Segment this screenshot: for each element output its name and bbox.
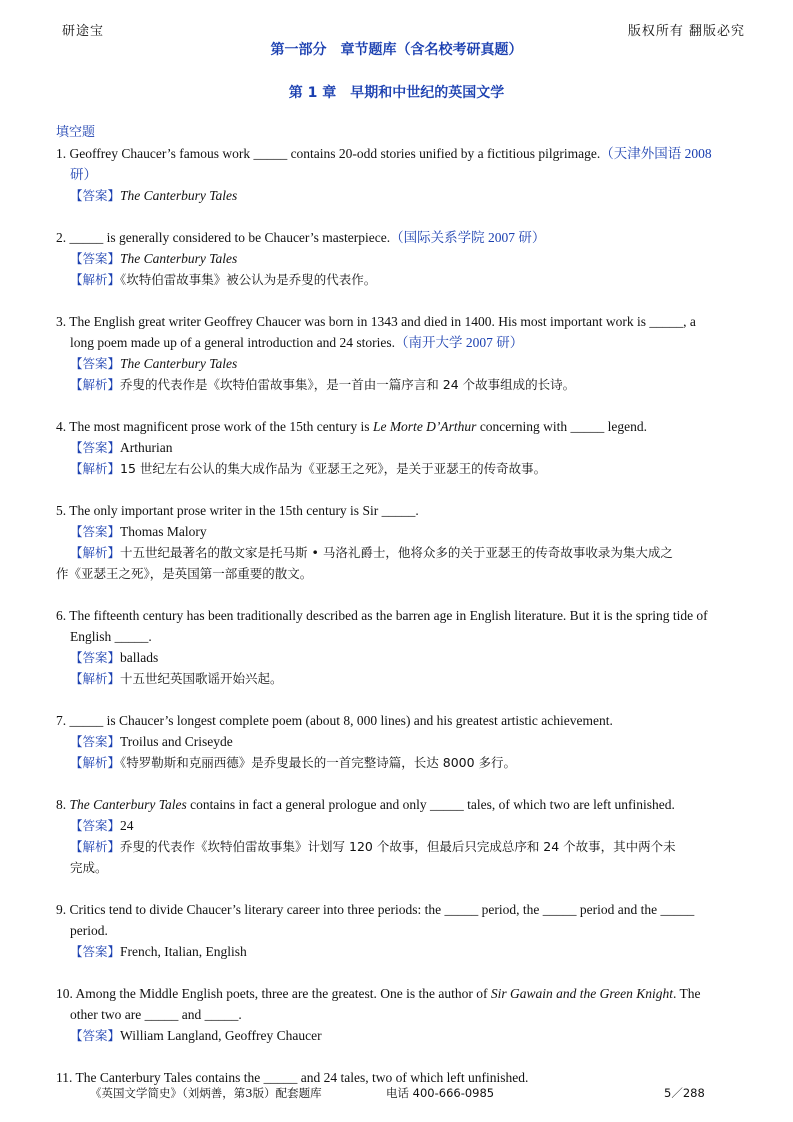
question-text: 3. The English great writer Geoffrey Chaucer was born in 1343 and died in 1400. His most important work is _____, a — [56, 314, 696, 329]
answer-label: 【答案】 — [70, 944, 121, 959]
footer-page-number: 5／288 — [664, 1086, 705, 1100]
answer-text: ballads — [120, 650, 159, 665]
analysis-label: 【解析】 — [70, 671, 121, 686]
analysis-text: 作《亚瑟王之死》，是英国第一部重要的散文。 — [56, 566, 313, 581]
question-source: 研） — [70, 167, 97, 182]
question-5 — [56, 500, 740, 584]
footer-phone: 电话 400-666-0985 — [386, 1086, 495, 1100]
question-text: period. — [70, 923, 108, 938]
analysis-label: 【解析】 — [70, 272, 121, 287]
question-source: （国际关系学院 2007 研） — [390, 230, 546, 245]
question-text: 1. Geoffrey Chaucer’s famous work _____ contains 20-odd stories unified by a fictitious pilgrimage. — [56, 146, 601, 161]
answer-text: Thomas Malory — [120, 524, 207, 539]
analysis-text: 《坎特伯雷故事集》被公认为是乔叟的代表作。 — [120, 272, 377, 287]
question-text: 8. — [56, 797, 70, 812]
analysis-text: 乔叟的代表作《坎特伯雷故事集》计划写 120 个故事，但最后只完成总序和 24 个故事，其中两个未 — [120, 839, 676, 854]
question-text: 6. The fifteenth century has been traditionally described as the barren age in English literature. But it is the spring tide of — [56, 608, 708, 623]
analysis-label: 【解析】 — [70, 461, 121, 476]
question-text: 2. _____ is generally considered to be Chaucer’s masterpiece. — [56, 230, 391, 245]
question-text: contains in fact a general prologue and only _____ tales, of which two are left unfinished. — [186, 797, 675, 812]
question-text: 9. Critics tend to divide Chaucer’s literary career into three periods: the _____ period, the _____ period and the _____ — [56, 902, 695, 917]
answer-text: 24 — [120, 818, 134, 833]
header-copyright: 版权所有 翻版必究 — [627, 24, 745, 39]
question-4 — [56, 416, 740, 479]
analysis-text: 乔叟的代表作是《坎特伯雷故事集》，是一首由一篇序言和 24 个故事组成的长诗。 — [120, 377, 576, 392]
question-text: . The — [673, 986, 701, 1001]
question-text: 4. The most magnificent prose work of the 15th century is — [56, 419, 373, 434]
question-text: 7. _____ is Chaucer’s longest complete poem (about 8, 000 lines) and his greatest artistic achievement. — [56, 713, 613, 728]
section-label: 填空题 — [56, 125, 96, 140]
question-title-italic: The Canterbury Tales — [69, 797, 187, 812]
analysis-label: 【解析】 — [70, 545, 121, 560]
answer-text: The Canterbury Tales — [120, 188, 238, 203]
answer-label: 【答案】 — [70, 251, 121, 266]
answer-text: Troilus and Criseyde — [120, 734, 233, 749]
question-text: other two are _____ and _____. — [70, 1007, 242, 1022]
answer-label: 【答案】 — [70, 734, 121, 749]
question-7 — [56, 710, 740, 773]
question-9 — [56, 899, 740, 962]
question-1 — [56, 143, 740, 206]
analysis-label: 【解析】 — [70, 377, 121, 392]
header-brand: 研途宝 — [62, 24, 105, 39]
analysis-text: 15 世纪左右公认的集大成作品为《亚瑟王之死》，是关于亚瑟王的传奇故事。 — [120, 461, 547, 476]
answer-label: 【答案】 — [70, 188, 121, 203]
question-text: English _____. — [70, 629, 152, 644]
footer-book-title: 《英国文学简史》（刘炳善，第3版）配套题库 — [90, 1086, 322, 1100]
analysis-label: 【解析】 — [70, 839, 121, 854]
answer-text: William Langland, Geoffrey Chaucer — [120, 1028, 322, 1043]
analysis-label: 【解析】 — [70, 755, 121, 770]
question-text: long poem made up of a general introduction and 24 stories. — [70, 335, 396, 350]
answer-text: French, Italian, English — [120, 944, 247, 959]
answer-text: The Canterbury Tales — [120, 251, 238, 266]
question-title-italic: Le Morte D’Arthur — [372, 419, 477, 434]
question-text: 10. Among the Middle English poets, three are the greatest. One is the author of — [56, 986, 491, 1001]
question-source: （天津外国语 2008 — [600, 146, 712, 161]
question-2 — [56, 227, 740, 290]
question-3 — [56, 311, 740, 395]
answer-label: 【答案】 — [70, 818, 121, 833]
question-text: 11. The Canterbury Tales contains the _____ and 24 tales, two of which left unfinished. — [56, 1070, 529, 1085]
analysis-text: 十五世纪最著名的散文家是托马斯 • 马洛礼爵士，他将众多的关于亚瑟王的传奇故事收录为集大成之 — [120, 545, 673, 560]
question-list — [56, 122, 740, 1109]
question-10 — [56, 983, 740, 1046]
analysis-text: 《特罗勒斯和克丽西德》是乔叟最长的一首完整诗篇，长达 8000 多行。 — [120, 755, 517, 770]
question-text: 5. The only important prose writer in the 15th century is Sir _____. — [56, 503, 419, 518]
answer-label: 【答案】 — [70, 356, 121, 371]
answer-label: 【答案】 — [70, 524, 121, 539]
answer-label: 【答案】 — [70, 1028, 121, 1043]
answer-label: 【答案】 — [70, 440, 121, 455]
answer-label: 【答案】 — [70, 650, 121, 665]
analysis-text: 十五世纪英国歌谣开始兴起。 — [120, 671, 283, 686]
question-text: concerning with _____ legend. — [476, 419, 648, 434]
chapter-title: 第 1 章 早期和中世纪的英国文学 — [288, 85, 505, 101]
question-6 — [56, 605, 740, 689]
answer-text: The Canterbury Tales — [120, 356, 238, 371]
question-source: （南开大学 2007 研） — [395, 335, 524, 350]
answer-text: Arthurian — [120, 440, 173, 455]
question-title-italic: Sir Gawain and the Green Knight — [490, 986, 674, 1001]
analysis-text: 完成。 — [70, 860, 108, 875]
part-title: 第一部分 章节题库（含名校考研真题） — [270, 42, 523, 58]
question-8 — [56, 794, 740, 878]
